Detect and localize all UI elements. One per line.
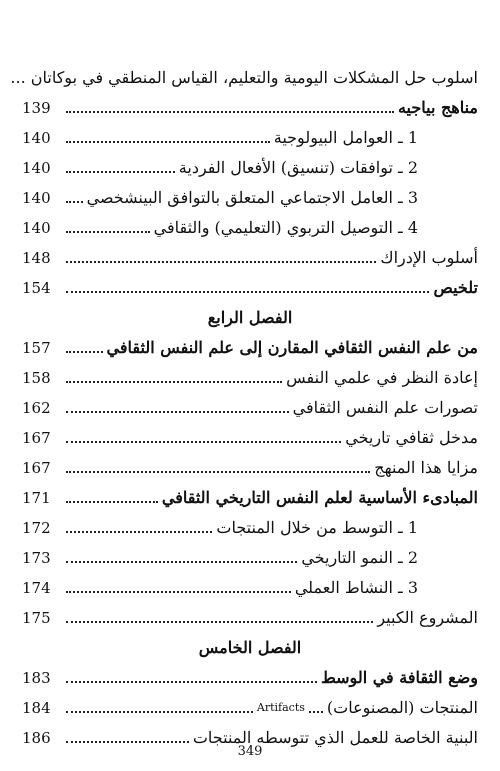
toc-entry xyxy=(22,478,478,508)
toc-entry xyxy=(22,568,478,598)
toc-entry-label: المبادىء الأساسية لعلم النفس التاريخي الثقافي xyxy=(161,488,478,507)
toc-entry xyxy=(22,238,478,268)
toc-entry-page: 174 xyxy=(22,579,51,597)
toc-entry-page: 148 xyxy=(22,249,51,267)
toc-entry-label: البنية الخاصة للعمل الذي تتوسطه المنتجات xyxy=(192,728,478,747)
toc-entry-label: المنتجات (المصنوعات) xyxy=(326,698,478,717)
leader-dots xyxy=(66,201,83,203)
toc-entry xyxy=(22,688,478,718)
leader-dots xyxy=(66,411,289,413)
toc-entry-page: 140 xyxy=(22,129,51,147)
chapter-heading: الفصل الخامس xyxy=(198,638,302,657)
toc-entry-page: 184 xyxy=(22,699,51,717)
leader-dots xyxy=(66,681,317,683)
toc-entry xyxy=(22,178,478,208)
toc-entry-label: 3 ـ العامل الاجتماعي المتعلق بالتوافق البينشخصي xyxy=(86,188,418,207)
toc-entry-label: تلخيص xyxy=(433,278,478,297)
leader-dots xyxy=(66,231,150,233)
toc-entry-label: 1 ـ العوامل البيولوجية xyxy=(273,128,418,147)
leader-dots xyxy=(66,441,341,443)
toc-entry-label: مناهج بياجيه xyxy=(397,98,478,117)
leader-dots xyxy=(66,171,175,173)
toc-entry xyxy=(22,598,478,628)
toc-entry-label: مزايا هذا المنهج xyxy=(374,458,478,477)
toc-entry xyxy=(22,538,478,568)
toc-entry-label: مدخل ثقافي تاريخي xyxy=(345,428,478,447)
toc-entry-page: 139 xyxy=(22,99,51,117)
toc-entry xyxy=(22,118,478,148)
chapter-heading: الفصل الرابع xyxy=(207,308,293,327)
leader-dots xyxy=(66,621,373,623)
leader-dots xyxy=(66,471,370,473)
leader-dots xyxy=(66,561,297,563)
toc-entry xyxy=(22,388,478,418)
toc-entry xyxy=(22,418,478,448)
toc-entry xyxy=(22,148,478,178)
toc-entry xyxy=(22,208,478,238)
toc-entry-label: تصورات علم النفس الثقافي xyxy=(292,398,478,417)
toc-entry-label: 4 ـ التوصيل التربوي (التعليمي) والثقافي xyxy=(153,218,418,237)
toc-entry-page: 140 xyxy=(22,219,51,237)
toc-entry-page: 175 xyxy=(22,609,51,627)
toc-entry-page: 158 xyxy=(22,369,51,387)
toc-entry-label: 2 ـ النمو التاريخي xyxy=(301,548,418,567)
toc-entry-page: 154 xyxy=(22,279,51,297)
toc-entry-page: 167 xyxy=(22,459,51,477)
toc-entry xyxy=(22,268,478,298)
leader-dots xyxy=(66,501,158,503)
leader-dots xyxy=(66,741,189,743)
toc-entry xyxy=(22,358,478,388)
toc-entry-label: إعادة النظر في علمي النفس xyxy=(286,368,478,387)
toc-entry-page: 186 xyxy=(22,729,51,747)
leader-dots xyxy=(66,261,376,263)
leader-dots xyxy=(66,291,429,293)
toc-entry-label-latin: Artifacts xyxy=(256,701,305,714)
leader-dots xyxy=(66,111,394,113)
leader-dots xyxy=(66,141,270,143)
leader-dots xyxy=(66,711,253,713)
toc-entry-page: 162 xyxy=(22,399,51,417)
toc-entry xyxy=(10,58,478,88)
toc-entry-page: 173 xyxy=(22,549,51,567)
toc-entry xyxy=(22,658,478,688)
toc-entry xyxy=(22,508,478,538)
page-number: 349 xyxy=(237,744,263,759)
toc-entry-label: 3 ـ النشاط العملي xyxy=(294,578,418,597)
toc-entry-page: 167 xyxy=(22,429,51,447)
leader-dots xyxy=(309,711,323,713)
toc-entry-page: 172 xyxy=(22,519,51,537)
toc-entry-page: 171 xyxy=(22,489,51,507)
leader-dots xyxy=(66,531,212,533)
toc-entry-label: من علم النفس الثقافي المقارن إلى علم النفس الثقافي xyxy=(106,338,478,357)
leader-dots xyxy=(66,351,103,353)
toc-entry-page: 157 xyxy=(22,339,51,357)
leader-dots xyxy=(66,381,282,383)
toc-entry-label: وضع الثقافة في الوسط xyxy=(320,668,478,687)
toc-entry-page: 140 xyxy=(22,159,51,177)
toc-entry xyxy=(22,328,478,358)
toc-entry-label: أسلوب الإدراك xyxy=(380,248,478,267)
toc-entry xyxy=(22,88,478,118)
toc-entry-label: المشروع الكبير xyxy=(377,608,478,627)
leader-dots xyxy=(66,591,291,593)
toc-entry-label: 2 ـ توافقات (تنسيق) الأفعال الفردية xyxy=(178,158,418,177)
toc-entry-label: 1 ـ التوسط من خلال المنتجات xyxy=(216,518,418,537)
toc-entry-label: اسلوب حل المشكلات اليومية والتعليم، القياس المنطقي في بوكاتان ... xyxy=(10,68,478,87)
toc-entry-page: 140 xyxy=(22,189,51,207)
toc-entry-page: 183 xyxy=(22,669,51,687)
table-of-contents xyxy=(10,58,478,748)
toc-entry xyxy=(22,448,478,478)
